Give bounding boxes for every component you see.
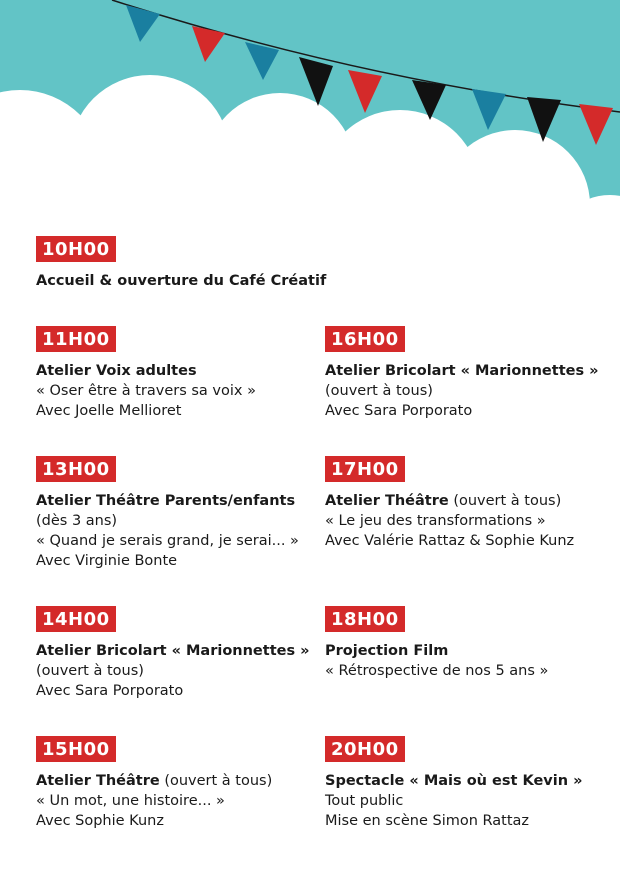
slot-detail: Tout public (325, 793, 404, 809)
slot-detail: « Oser être à travers sa voix » (36, 383, 256, 399)
slot-detail: Mise en scène Simon Rattaz (325, 813, 530, 829)
schedule-slot (325, 736, 582, 831)
slot-detail: Avec Sara Porporato (36, 683, 184, 699)
time-badge: 13H00 (36, 456, 116, 482)
slot-title (36, 641, 310, 661)
slot-detail: Avec Virginie Bonte (36, 553, 178, 569)
slot-title (325, 491, 574, 511)
time-badge: 14H00 (36, 606, 116, 632)
slot-title (325, 771, 582, 791)
slot-detail: (ouvert à tous) (325, 383, 433, 399)
slot-detail: Avec Sophie Kunz (36, 813, 164, 829)
schedule-slot (325, 606, 548, 681)
slot-welcome (36, 236, 326, 291)
slot-title-strong: Atelier Théâtre (36, 773, 160, 789)
slot-detail: « Quand je serais grand, je serai... » (36, 533, 299, 549)
slot-detail: « Le jeu des transformations » (325, 513, 546, 529)
slot-detail: (ouvert à tous) (36, 663, 144, 679)
schedule-slot (325, 456, 574, 551)
slot-title (36, 771, 272, 791)
slot-title-strong: Projection Film (325, 643, 449, 659)
slot-detail: (dès 3 ans) (36, 513, 118, 529)
schedule-slot (36, 606, 310, 701)
slot-detail: « Un mot, une histoire... » (36, 793, 225, 809)
slot-title-suffix: (ouvert à tous) (448, 493, 562, 509)
time-badge: 17H00 (325, 456, 405, 482)
time-badge: 10H00 (36, 236, 116, 262)
slot-title (325, 361, 599, 381)
slot-title (325, 641, 548, 661)
time-badge: 16H00 (325, 326, 405, 352)
slot-title-strong: Atelier Bricolart « Marionnettes » (325, 363, 599, 379)
schedule-slot (36, 456, 299, 571)
slot-detail: Avec Valérie Rattaz & Sophie Kunz (325, 533, 575, 549)
time-badge: 15H00 (36, 736, 116, 762)
time-badge: 18H00 (325, 606, 405, 632)
schedule-slot (325, 326, 599, 421)
time-badge: 11H00 (36, 326, 116, 352)
slot-title-strong: Atelier Bricolart « Marionnettes » (36, 643, 310, 659)
slot-detail: Avec Joelle Mellioret (36, 403, 182, 419)
slot-title (36, 361, 256, 381)
slot-title-strong: Spectacle « Mais où est Kevin » (325, 773, 583, 789)
slot-detail: « Rétrospective de nos 5 ans » (325, 663, 549, 679)
schedule-slot (36, 736, 272, 831)
slot-title-strong: Atelier Théâtre Parents/enfants (36, 493, 296, 509)
time-badge: 20H00 (325, 736, 405, 762)
slot-title-suffix: (ouvert à tous) (159, 773, 273, 789)
schedule-slot (36, 326, 256, 421)
slot-title-strong: Atelier Voix adultes (36, 363, 197, 379)
slot-detail: Avec Sara Porporato (325, 403, 473, 419)
slot-title (36, 491, 299, 511)
slot-title: Accueil & ouverture du Café Créatif (36, 273, 327, 289)
slot-title-strong: Atelier Théâtre (325, 493, 449, 509)
